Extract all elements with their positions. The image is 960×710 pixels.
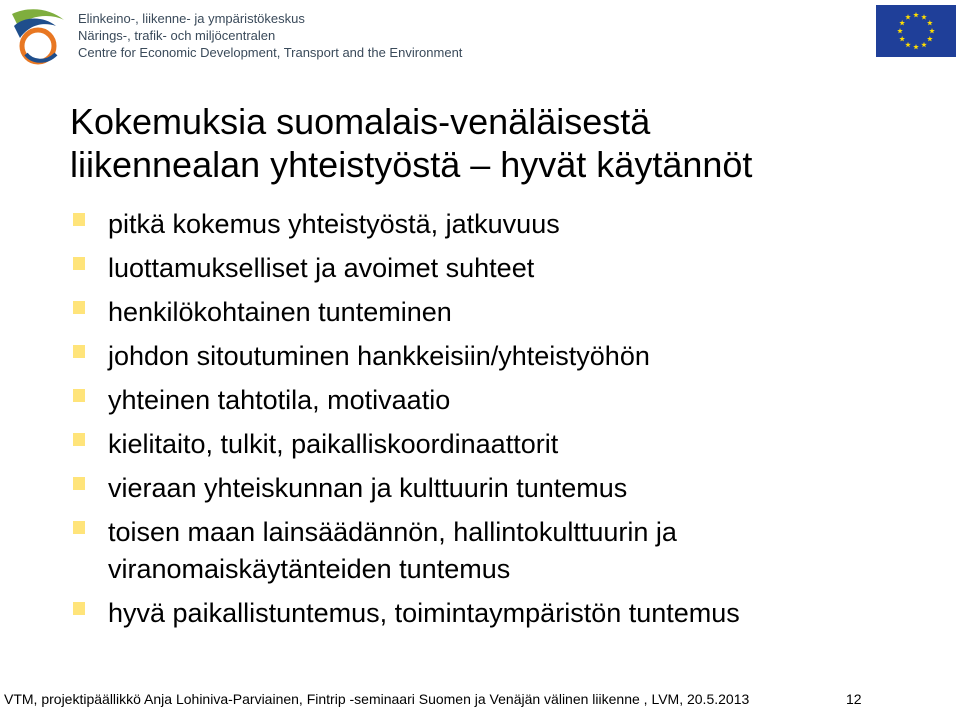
bullet-text: vieraan yhteiskunnan ja kulttuurin tuntemus (108, 473, 628, 503)
list-item (70, 294, 930, 331)
bullet-text: luottamukselliset ja avoimet suhteet (108, 253, 535, 283)
bullet-text: hyvä paikallistuntemus, toimintaympäristön tuntemus (108, 598, 740, 628)
list-item (70, 338, 930, 375)
slide-title (70, 100, 930, 186)
list-item (70, 514, 930, 588)
list-item (70, 382, 930, 419)
list-item (70, 250, 930, 287)
square-bullet-icon (73, 213, 85, 226)
list-item (70, 470, 930, 507)
eu-flag-icon (876, 5, 956, 57)
square-bullet-icon (73, 477, 85, 490)
square-bullet-icon (73, 433, 85, 446)
org-name-finnish: Elinkeino-, liikenne- ja ympäristökeskus (78, 11, 305, 26)
slide-footer: VTM, projektipäällikkö Anja Lohiniva-Parviainen, Fintrip -seminaari Suomen ja Venäjän välinen liikenne , LVM, 20.5.2013 (4, 691, 750, 707)
list-item (70, 206, 930, 243)
slide-header (0, 0, 960, 72)
list-item (70, 595, 930, 632)
square-bullet-icon (73, 257, 85, 270)
title-line-1: Kokemuksia suomalais-venäläisestä (70, 101, 651, 142)
org-name-english: Centre for Economic Development, Transport and the Environment (78, 45, 463, 60)
org-name-swedish: Närings-, trafik- och miljöcentralen (78, 28, 276, 43)
title-line-2: liikennealan yhteistyöstä – hyvät käytännöt (70, 144, 753, 185)
organization-name (78, 10, 462, 61)
bullet-text: pitkä kokemus yhteistyöstä, jatkuvuus (108, 209, 560, 239)
list-item (70, 426, 930, 463)
bullet-text: henkilökohtainen tunteminen (108, 297, 452, 327)
square-bullet-icon (73, 389, 85, 402)
page-number: 12 (846, 691, 862, 707)
ely-centre-logo-icon (4, 4, 68, 68)
bullet-list (70, 206, 930, 639)
bullet-text: toisen maan lainsäädännön, hallintokulttuurin ja viranomaiskäytänteiden tuntemus (108, 517, 677, 584)
bullet-text: yhteinen tahtotila, motivaatio (108, 385, 451, 415)
square-bullet-icon (73, 602, 85, 615)
bullet-text: kielitaito, tulkit, paikalliskoordinaattorit (108, 429, 559, 459)
bullet-text: johdon sitoutuminen hankkeisiin/yhteistyöhön (108, 341, 650, 371)
square-bullet-icon (73, 301, 85, 314)
square-bullet-icon (73, 521, 85, 534)
square-bullet-icon (73, 345, 85, 358)
